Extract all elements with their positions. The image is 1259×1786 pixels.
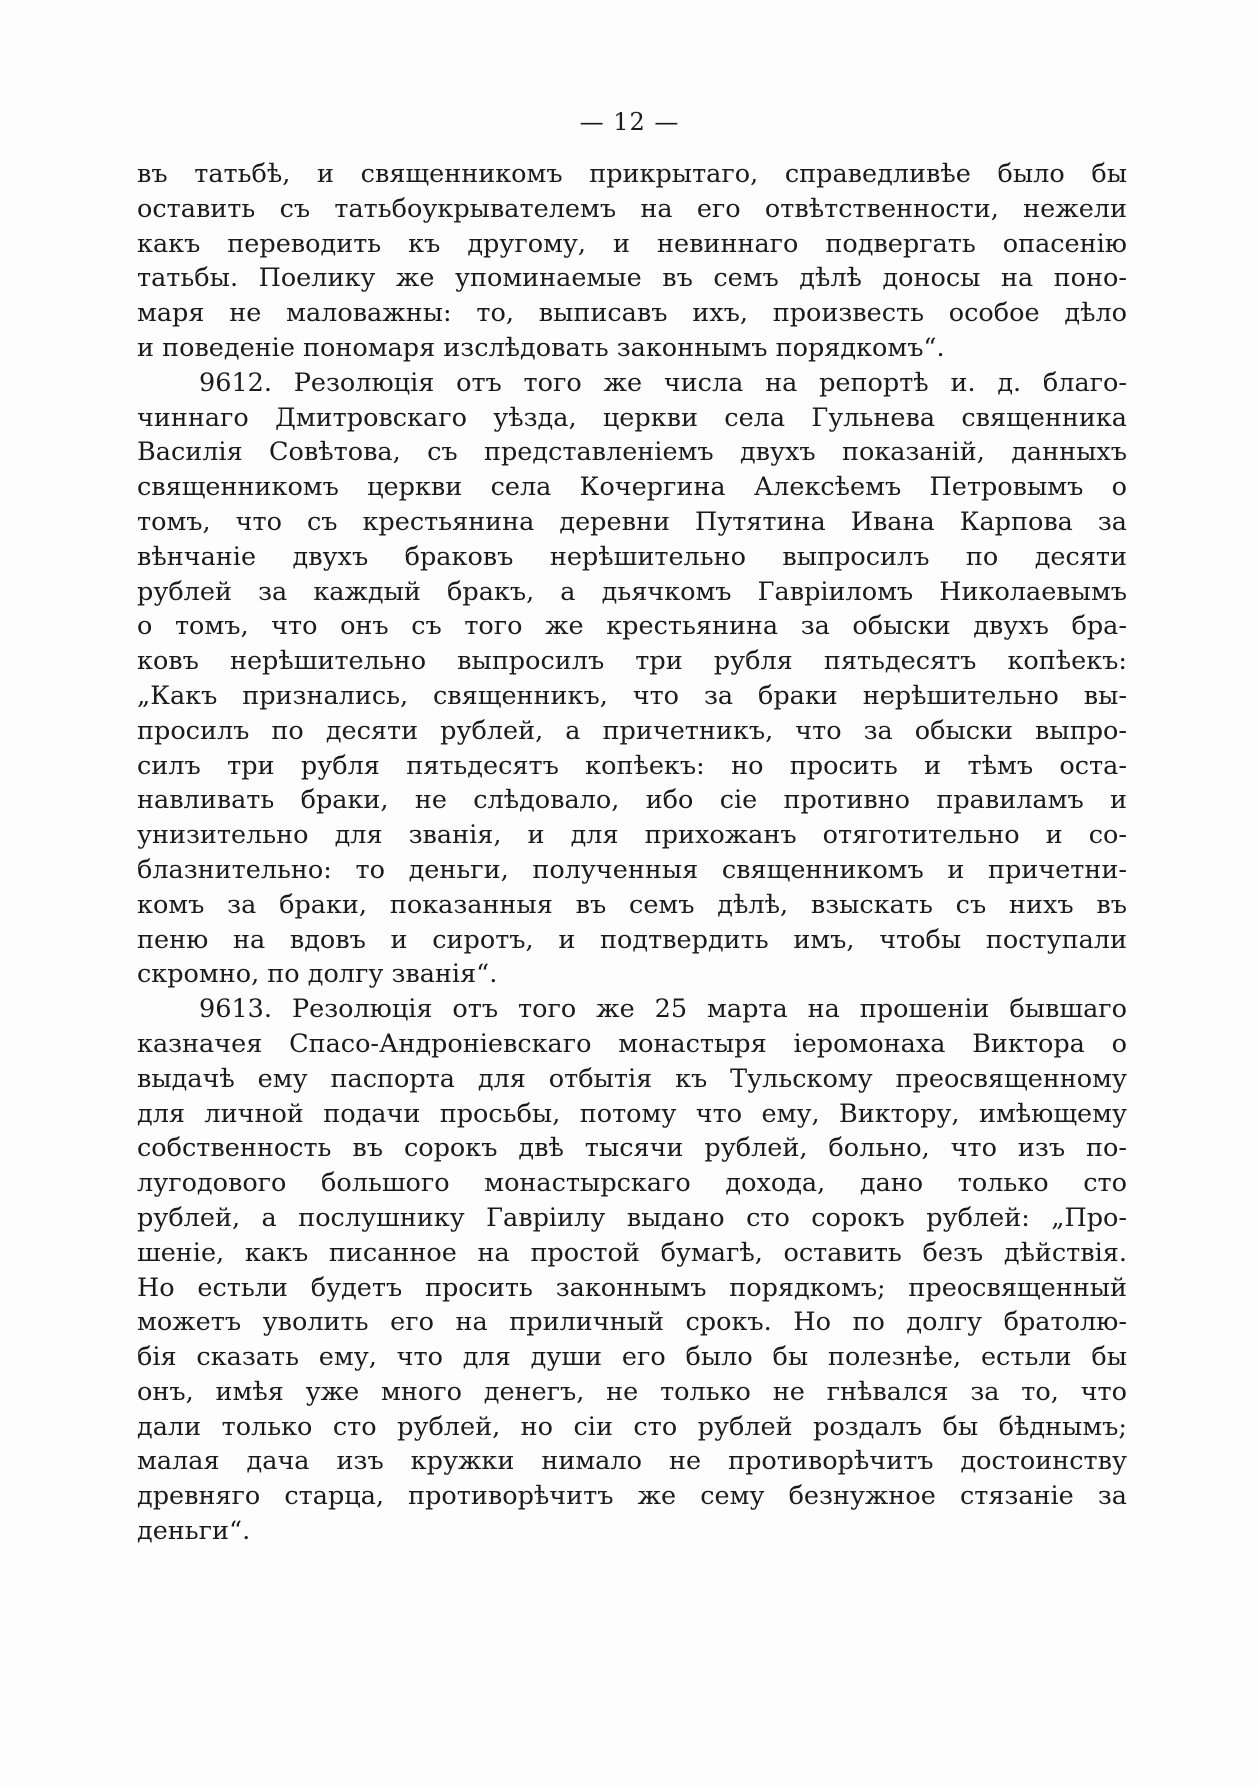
body-text xyxy=(137,157,1127,1549)
text-line: малая дача изъ кружки нимало не противорѣчитъ достоинству xyxy=(137,1446,1127,1477)
text-line: казначея Спасо-Андроніевскаго монастыря іеромонаха Виктора о xyxy=(137,1028,1127,1059)
text-line: „Какъ признались, священникъ, что за браки нерѣшительно вы- xyxy=(137,680,1127,711)
text-line: рублей за каждый бракъ, а дьячкомъ Гавріиломъ Николаевымъ xyxy=(137,576,1127,607)
text-line: древняго старца, противорѣчитъ же сему безнужное стязаніе за xyxy=(137,1481,1127,1512)
text-line: Но естьли будетъ просить законнымъ порядкомъ; преосвященный xyxy=(137,1272,1127,1303)
text-line: скромно, по долгу званія“. xyxy=(137,959,498,990)
text-line: силъ три рубля пятьдесятъ копѣекъ: но просить и тѣмъ оста- xyxy=(137,750,1127,781)
text-line: пеню на вдовъ и сиротъ, и подтвердить имъ, чтобы поступали xyxy=(137,924,1127,955)
text-line: въ татьбѣ, и священникомъ прикрытаго, справедливѣе было бы xyxy=(137,159,1127,189)
page-number: — 12 — xyxy=(579,108,680,136)
text-line: лугодового большого монастырскаго дохода, дано только сто xyxy=(137,1168,1127,1199)
text-line: просилъ по десяти рублей, а причетникъ, что за обыски выпро- xyxy=(137,715,1127,746)
text-line: дали только сто рублей, но сіи сто рублей роздалъ бы бѣднымъ; xyxy=(137,1411,1127,1442)
text-line: чиннаго Дмитровскаго уѣзда, церкви села Гульнева священника xyxy=(137,402,1127,433)
text-line: комъ за браки, показанныя въ семъ дѣлѣ, взыскать съ нихъ въ xyxy=(137,889,1127,920)
text-line: татьбы. Поелику же упоминаемые въ семъ дѣлѣ доносы на поно- xyxy=(137,263,1127,294)
paragraph-9612-start: 9612. Резолюція отъ того же числа на репортѣ и. д. благо- xyxy=(199,367,1127,398)
text-line: Василія Совѣтова, съ представленіемъ двухъ показаній, данныхъ xyxy=(137,437,1127,468)
text-line: священникомъ церкви села Кочергина Алексѣемъ Петровымъ о xyxy=(137,472,1127,503)
text-line: унизительно для званія, и для прихожанъ отяготительно и со- xyxy=(137,820,1127,851)
text-line: можетъ уволить его на приличный срокъ. Но по долгу братолю- xyxy=(137,1307,1127,1338)
text-line: о томъ, что онъ съ того же крестьянина за обыски двухъ бра- xyxy=(137,611,1127,642)
text-line: маря не маловажны: то, выписавъ ихъ, произвесть особое дѣло xyxy=(137,298,1127,329)
text-line: какъ переводить къ другому, и невиннаго подвергать опасенію xyxy=(137,228,1127,259)
text-line: рублей, а послушнику Гавріилу выдано сто сорокъ рублей: „Про- xyxy=(137,1202,1127,1233)
text-line: для личной подачи просьбы, потому что ему, Виктору, имѣющему xyxy=(137,1098,1127,1129)
text-line: онъ, имѣя уже много денегъ, не только не гнѣвался за то, что xyxy=(137,1376,1127,1407)
text-line: навливать браки, не слѣдовало, ибо сіе противно правиламъ и xyxy=(137,785,1127,816)
text-line: оставить съ татьбоукрывателемъ на его отвѣтственности, нежели xyxy=(137,193,1127,224)
paragraph-9613-start: 9613. Резолюція отъ того же 25 марта на прошеніи бывшаго xyxy=(199,994,1127,1025)
text-line: и поведеніе пономаря изслѣдовать законнымъ порядкомъ“. xyxy=(137,332,945,363)
text-line: вѣнчаніе двухъ браковъ нерѣшительно выпросилъ по десяти xyxy=(137,541,1127,572)
text-line: блазнительно: то деньги, полученныя священникомъ и причетни- xyxy=(137,854,1127,885)
text-line: шеніе, какъ писанное на простой бумагѣ, оставить безъ дѣйствія. xyxy=(137,1237,1127,1268)
text-line: деньги“. xyxy=(137,1516,251,1547)
text-line: собственность въ сорокъ двѣ тысячи рублей, больно, что изъ по- xyxy=(137,1133,1127,1164)
text-line: бія сказать ему, что для души его было бы полезнѣе, естьли бы xyxy=(137,1342,1127,1373)
text-line: ковъ нерѣшительно выпросилъ три рубля пятьдесятъ копѣекъ: xyxy=(137,646,1127,677)
text-line: выдачѣ ему паспорта для отбытія къ Тульскому преосвященному xyxy=(137,1063,1127,1094)
text-line: томъ, что съ крестьянина деревни Путятина Ивана Карпова за xyxy=(137,506,1127,537)
